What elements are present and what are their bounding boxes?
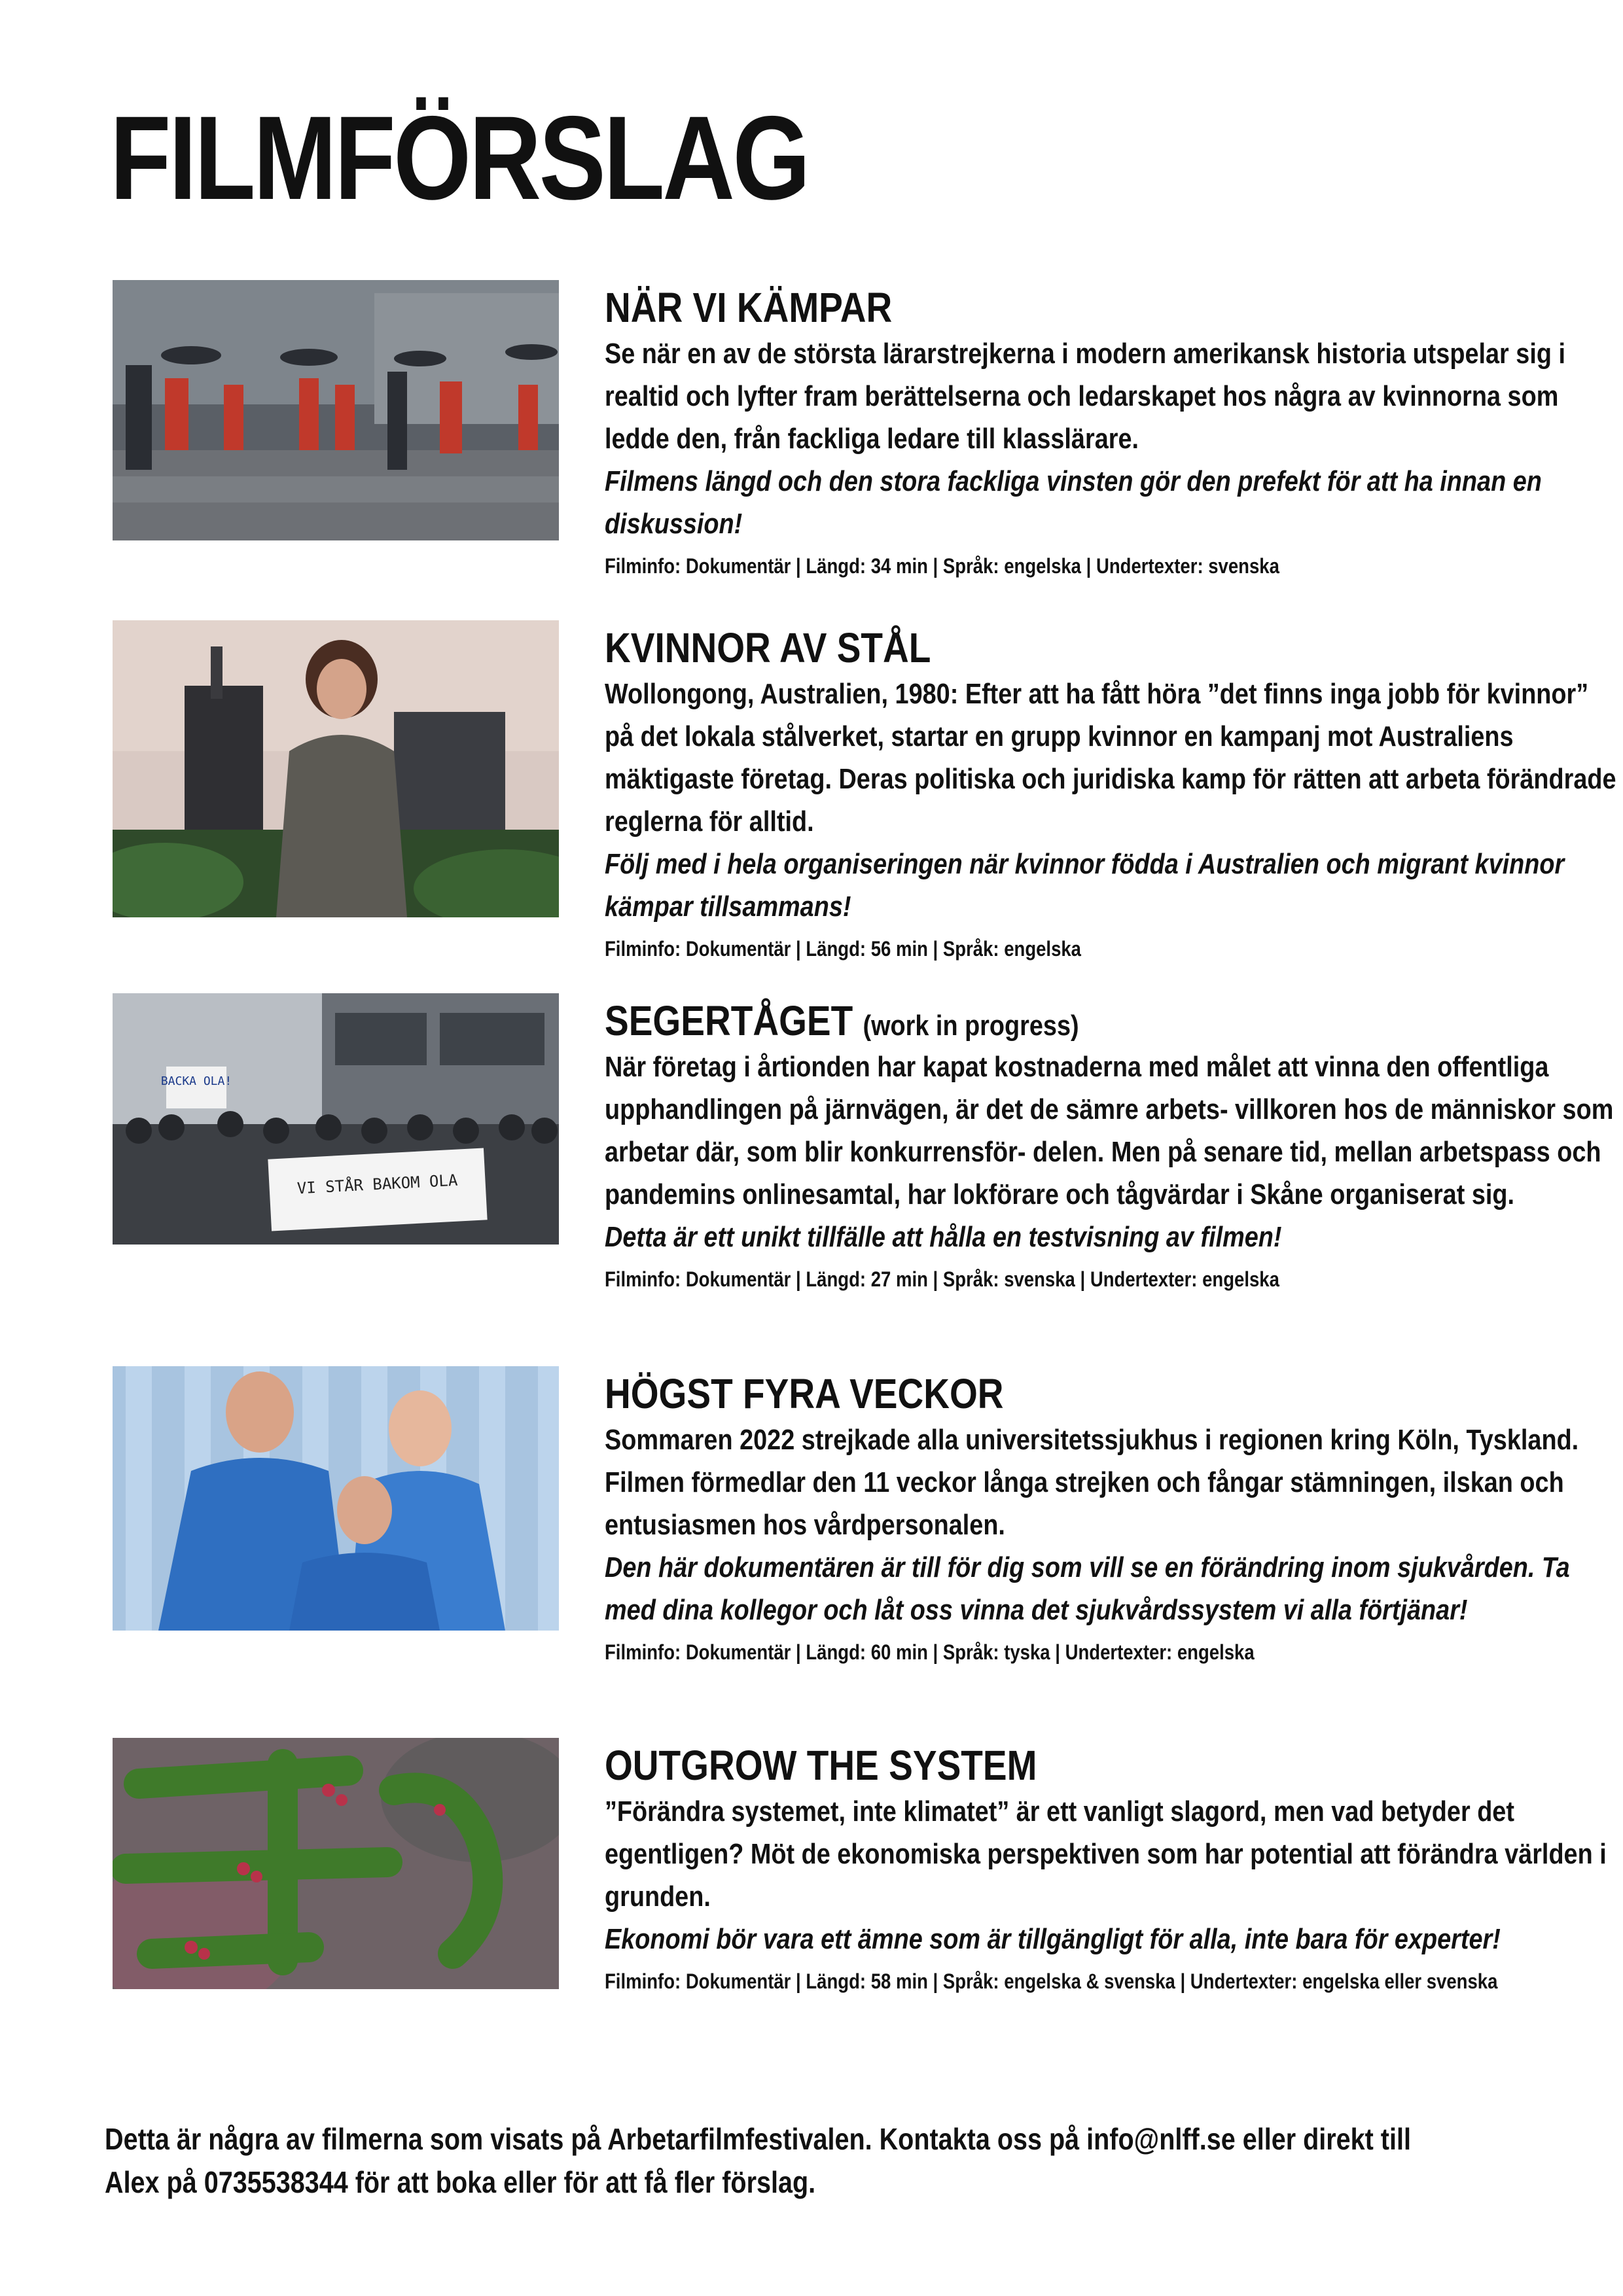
film-highlight: Följ med i hela organiseringen när kvinnor födda i Australien och migrant kvinnor kämpar tillsammans! xyxy=(605,848,1565,923)
film-title: HÖGST FYRA VECKOR xyxy=(605,1370,1004,1417)
film-title: NÄR VI KÄMPAR xyxy=(605,284,893,331)
film-synopsis: När företag i årtionden har kapat kostnaderna med målet att vinna den offentliga upphandlingen på järnvägen, är det de sämre arbets- villkoren hos de människor som arbetar där, som blir konkurrensför- delen. Men på senare tid, mellan arbetspass och pandemins onlinesamtal, har lokförare och tågvärdar i Skåne organiserat sig. xyxy=(605,1051,1614,1210)
film-still-hedge-euro-symbol xyxy=(113,1738,559,1989)
film-meta: Filminfo: Dokumentär | Längd: 58 min | Språk: engelska & svenska | Undertexter: engelska eller svenska xyxy=(605,1969,1498,1993)
film-subtitle: (work in progress) xyxy=(863,1010,1079,1042)
film-highlight: Detta är ett unikt tillfälle att hålla en testvisning av filmen! xyxy=(605,1221,1282,1253)
film-info xyxy=(605,280,1623,583)
film-synopsis: Wollongong, Australien, 1980: Efter att ha fått höra ”det finns inga jobb för kvinnor” på det lokala stålverket, startar en grupp kvinnor en kampanj mot Australiens mäktigaste företag. Deras politiska och juridiska kamp för rätten att arbeta förändrade reglerna för alltid. xyxy=(605,678,1616,838)
film-info xyxy=(605,993,1623,1296)
film-synopsis: Se när en av de största lärarstrejkerna i modern amerikansk historia utspelar sig i realtid och lyfter fram berättelserna och ledarskapet hos några av kvinnorna som ledde den, från fackliga ledare till klasslärare. xyxy=(605,338,1565,455)
film-still-woman-at-steelworks xyxy=(113,620,559,917)
film-title: OUTGROW THE SYSTEM xyxy=(605,1742,1037,1789)
film-info xyxy=(605,1738,1623,1998)
film-description xyxy=(605,1790,1618,1960)
film-description xyxy=(605,1419,1618,1631)
page-title: FILMFÖRSLAG xyxy=(110,91,809,224)
film-still-rail-workers-demonstration xyxy=(113,993,559,1245)
film-meta: Filminfo: Dokumentär | Längd: 60 min | Språk: tyska | Undertexter: engelska xyxy=(605,1640,1255,1664)
film-synopsis: ”Förändra systemet, inte klimatet” är ett vanligt slagord, men vad betyder det egentligen? Möt de ekonomiska perspektiven som har potential att förändra världen i grunden. xyxy=(605,1795,1607,1913)
film-title: SEGERTÅGET (work in progress) xyxy=(605,997,1079,1044)
film-meta: Filminfo: Dokumentär | Längd: 27 min | Språk: svenska | Undertexter: engelska xyxy=(605,1267,1279,1291)
banner-vi-star-bakom-ola xyxy=(268,1148,487,1231)
film-highlight: Ekonomi bör vara ett ämne som är tillgängligt för alla, inte bara för experter! xyxy=(605,1923,1501,1955)
film-highlight: Filmens längd och den stora fackliga vinsten gör den prefekt för att ha innan en diskussion! xyxy=(605,465,1542,540)
svg-text:BACKA OLA!: BACKA OLA! xyxy=(160,1074,232,1088)
film-description xyxy=(605,332,1618,545)
film-still-nurses-in-scrubs xyxy=(113,1366,559,1631)
contact-footer: Detta är några av filmerna som visats på Arbetarfilmfestivalen. Kontakta oss på info@nlff.se eller direkt till Alex på 0735538344 för att boka eller för att få fler förslag. xyxy=(105,2122,1411,2199)
film-still-strike-in-rain xyxy=(113,280,559,540)
film-info xyxy=(605,620,1623,966)
film-info xyxy=(605,1366,1623,1669)
film-meta: Filminfo: Dokumentär | Längd: 56 min | Språk: engelska xyxy=(605,937,1081,961)
film-highlight: Den här dokumentären är till för dig som vill se en förändring inom sjukvården. Ta med dina kollegor och låt oss vinna det sjukvårdssystem vi alla förtjänar! xyxy=(605,1551,1570,1626)
film-meta: Filminfo: Dokumentär | Längd: 34 min | Språk: engelska | Undertexter: svenska xyxy=(605,554,1279,578)
sign-backa-ola xyxy=(161,1067,232,1108)
film-description xyxy=(605,673,1618,928)
film-synopsis: Sommaren 2022 strejkade alla universitetssjukhus i regionen kring Köln, Tyskland. Filmen förmedlar den 11 veckor långa strejken och fångar stämningen, ilskan och entusiasmen hos vårdpersonalen. xyxy=(605,1424,1579,1541)
film-title: KVINNOR AV STÅL xyxy=(605,624,931,671)
svg-text:VI STÅR BAKOM OLA: VI STÅR BAKOM OLA xyxy=(296,1171,458,1198)
film-description xyxy=(605,1046,1618,1258)
